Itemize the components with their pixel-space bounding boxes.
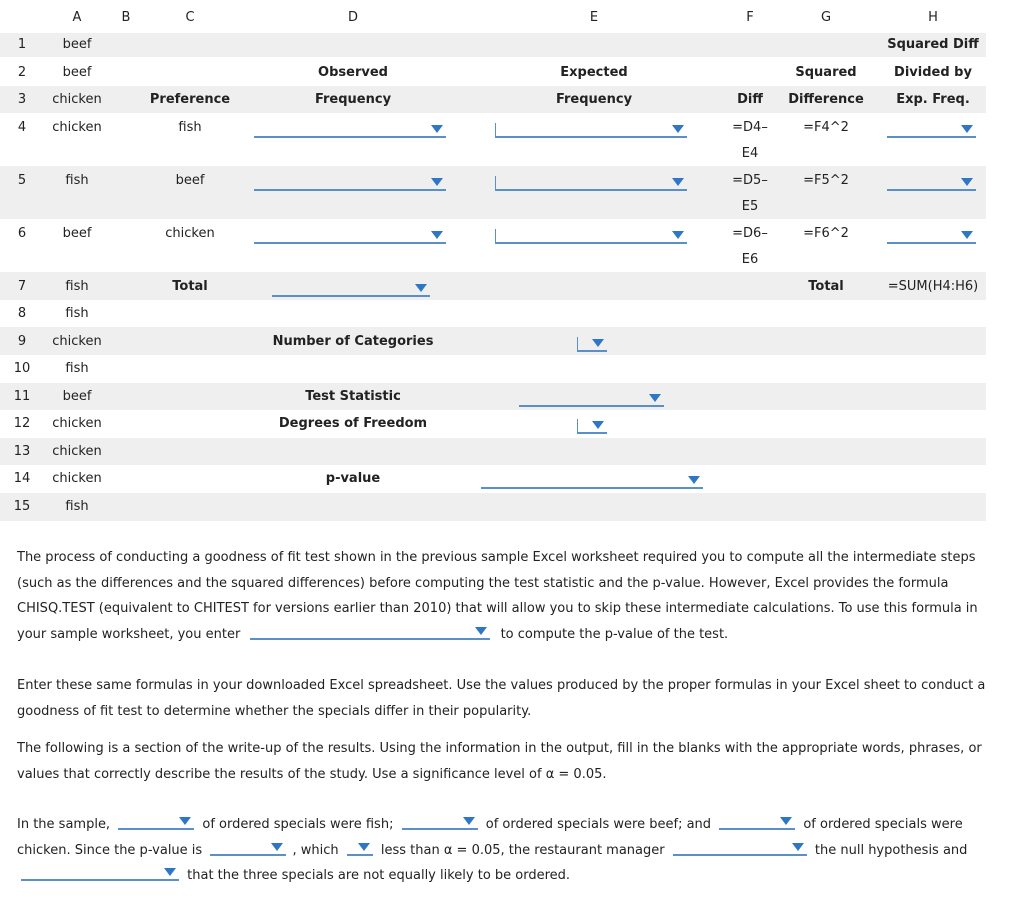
row-number: 1 — [17, 37, 27, 52]
dropdown-arrow-icon — [463, 817, 475, 825]
sqdiff-header: Exp. Freq. — [896, 92, 970, 107]
dropdown-arrow-icon — [358, 843, 370, 851]
column-header: H — [928, 10, 938, 25]
column-header: B — [121, 10, 131, 25]
diff-cell: E4 — [741, 146, 759, 161]
observed-header: Frequency — [314, 92, 392, 107]
dropdown-arrow-icon — [961, 125, 973, 133]
cell-a: chicken — [52, 416, 102, 431]
diff-cell: E5 — [741, 199, 759, 214]
dropdown-arrow-icon — [431, 231, 443, 239]
total-label: Total — [172, 279, 208, 294]
cell-a: beef — [62, 389, 92, 404]
diff-header: Diff — [737, 92, 763, 107]
squared-cell: =F5^2 — [803, 173, 849, 188]
row-band — [0, 33, 986, 57]
row-number: 12 — [13, 416, 31, 431]
column-header: A — [72, 10, 82, 25]
observed-total-dropdown[interactable] — [272, 281, 430, 297]
total-formula: =SUM(H4:H6) — [887, 279, 979, 294]
cell-a: chicken — [52, 444, 102, 459]
squared-header: Difference — [788, 92, 864, 107]
observed-header: Observed — [318, 65, 388, 80]
diff-cell: =D5– — [732, 173, 768, 188]
dropdown-arrow-icon — [649, 394, 661, 402]
row-band — [0, 383, 986, 410]
num-categories-dropdown[interactable] — [577, 336, 607, 352]
diff-cell: =D6– — [732, 226, 768, 241]
preference-cell: fish — [178, 120, 202, 135]
conclusion-dropdown[interactable] — [21, 865, 179, 881]
observed-dropdown-row4[interactable] — [254, 122, 446, 138]
sqdiff-header: Squared Diff — [887, 37, 979, 52]
sqdiff-dropdown-row5[interactable] — [887, 175, 976, 191]
squared-header: Squared — [795, 65, 857, 80]
cell-a: fish — [65, 499, 89, 514]
dropdown-arrow-icon — [179, 817, 191, 825]
row-number: 11 — [13, 389, 31, 404]
row-number: 10 — [13, 361, 31, 376]
degrees-freedom-label: Degrees of Freedom — [278, 416, 428, 431]
dropdown-arrow-icon — [792, 843, 804, 851]
cell-a: beef — [62, 226, 92, 241]
test-statistic-dropdown[interactable] — [519, 391, 664, 407]
row-band — [0, 493, 986, 521]
decision-dropdown[interactable] — [673, 840, 807, 856]
expected-dropdown-row5[interactable] — [495, 175, 687, 191]
dropdown-arrow-icon — [592, 421, 604, 429]
row-number: 15 — [13, 499, 31, 514]
dropdown-arrow-icon — [961, 178, 973, 186]
diff-cell: =D4– — [732, 120, 768, 135]
p-value-dropdown[interactable] — [481, 473, 703, 489]
preference-cell: beef — [175, 173, 205, 188]
p-value-result-dropdown[interactable] — [210, 840, 286, 856]
cell-a: chicken — [52, 471, 102, 486]
dropdown-arrow-icon — [672, 178, 684, 186]
dropdown-arrow-icon — [415, 284, 427, 292]
row-number: 6 — [17, 226, 27, 241]
dropdown-arrow-icon — [688, 476, 700, 484]
comparison-dropdown[interactable] — [347, 840, 373, 856]
expected-dropdown-row4[interactable] — [495, 122, 687, 138]
test-statistic-label: Test Statistic — [305, 389, 401, 404]
observed-dropdown-row6[interactable] — [254, 228, 446, 244]
cell-a: fish — [65, 173, 89, 188]
degrees-freedom-dropdown[interactable] — [577, 418, 607, 434]
row-band — [0, 438, 986, 465]
observed-dropdown-row5[interactable] — [254, 175, 446, 191]
row-number: 2 — [17, 65, 27, 80]
column-header: D — [347, 10, 359, 25]
cell-a: chicken — [52, 92, 102, 107]
cell-a: fish — [65, 279, 89, 294]
row-number: 9 — [17, 334, 27, 349]
total-label-g: Total — [808, 279, 844, 294]
num-categories-label: Number of Categories — [272, 334, 434, 349]
row-band — [0, 327, 986, 355]
dropdown-arrow-icon — [475, 627, 487, 635]
row-number: 7 — [17, 279, 27, 294]
column-header: E — [589, 10, 599, 25]
dropdown-arrow-icon — [592, 339, 604, 347]
chicken-proportion-dropdown[interactable] — [719, 814, 795, 830]
cell-a: beef — [62, 65, 92, 80]
dropdown-arrow-icon — [431, 178, 443, 186]
instructions-paragraph-1: The process of conducting a goodness of fit test shown in the previous sample Excel worksheet required you to compute all the intermediate steps (such as the differences and the squared differences) before computing the test statistic and the p-value. However, Excel provides the formula CHISQ.TEST (equivalent to CHITEST for versions earlier than 2010) that will allow you to skip these intermediate calculations. To use this formula in your sample worksheet, you enter to compute the p-value of the test. — [17, 550, 978, 642]
dropdown-arrow-icon — [780, 817, 792, 825]
dropdown-arrow-icon — [164, 868, 176, 876]
cell-a: fish — [65, 306, 89, 321]
row-number: 13 — [13, 444, 31, 459]
preference-cell: chicken — [165, 226, 215, 241]
row-number: 14 — [13, 471, 31, 486]
row-number: 8 — [17, 306, 27, 321]
squared-cell: =F4^2 — [803, 120, 849, 135]
dropdown-arrow-icon — [271, 843, 283, 851]
instructions-paragraph-3: The following is a section of the write-up of the results. Using the information in the output, fill in the blanks with the appropriate words, phrases, or values that correctly describe the results of the study. Use a significance level of α = 0.05. — [17, 741, 982, 782]
preference-header: Preference — [149, 92, 231, 107]
cell-a: chicken — [52, 120, 102, 135]
column-header: F — [746, 10, 754, 25]
column-header: C — [185, 10, 195, 25]
instructions-paragraph-2: Enter these same formulas in your downloaded Excel spreadsheet. Use the values produced by the proper formulas in your Excel sheet to conduct a goodness of fit test to determine whether the specials differ in their popularity. — [17, 678, 986, 719]
sqdiff-header: Divided by — [894, 65, 972, 80]
writeup-paragraph: In the sample, of ordered specials were fish; of ordered specials were beef; and of ordered specials were chicken. Since the p-value is , which less than α = 0.05, the restaurant manager the null hypothesis and that the three specials are not equally likely to be ordered. — [17, 812, 1007, 889]
fish-proportion-dropdown[interactable] — [118, 814, 194, 830]
p-value-label: p-value — [325, 471, 381, 486]
expected-header: Expected — [560, 65, 628, 80]
expected-dropdown-row6[interactable] — [495, 228, 687, 244]
diff-cell: E6 — [741, 252, 759, 267]
dropdown-arrow-icon — [431, 125, 443, 133]
squared-cell: =F6^2 — [803, 226, 849, 241]
dropdown-arrow-icon — [672, 125, 684, 133]
column-header: G — [820, 10, 832, 25]
row-number: 3 — [17, 92, 27, 107]
chisq-formula-dropdown[interactable] — [250, 624, 490, 640]
row-number: 5 — [17, 173, 27, 188]
dropdown-arrow-icon — [672, 231, 684, 239]
sqdiff-dropdown-row6[interactable] — [887, 228, 976, 244]
cell-a: chicken — [52, 334, 102, 349]
expected-header: Frequency — [555, 92, 633, 107]
cell-a: fish — [65, 361, 89, 376]
cell-a: beef — [62, 37, 92, 52]
row-number: 4 — [17, 120, 27, 135]
sqdiff-dropdown-row4[interactable] — [887, 122, 976, 138]
dropdown-arrow-icon — [961, 231, 973, 239]
beef-proportion-dropdown[interactable] — [402, 814, 478, 830]
